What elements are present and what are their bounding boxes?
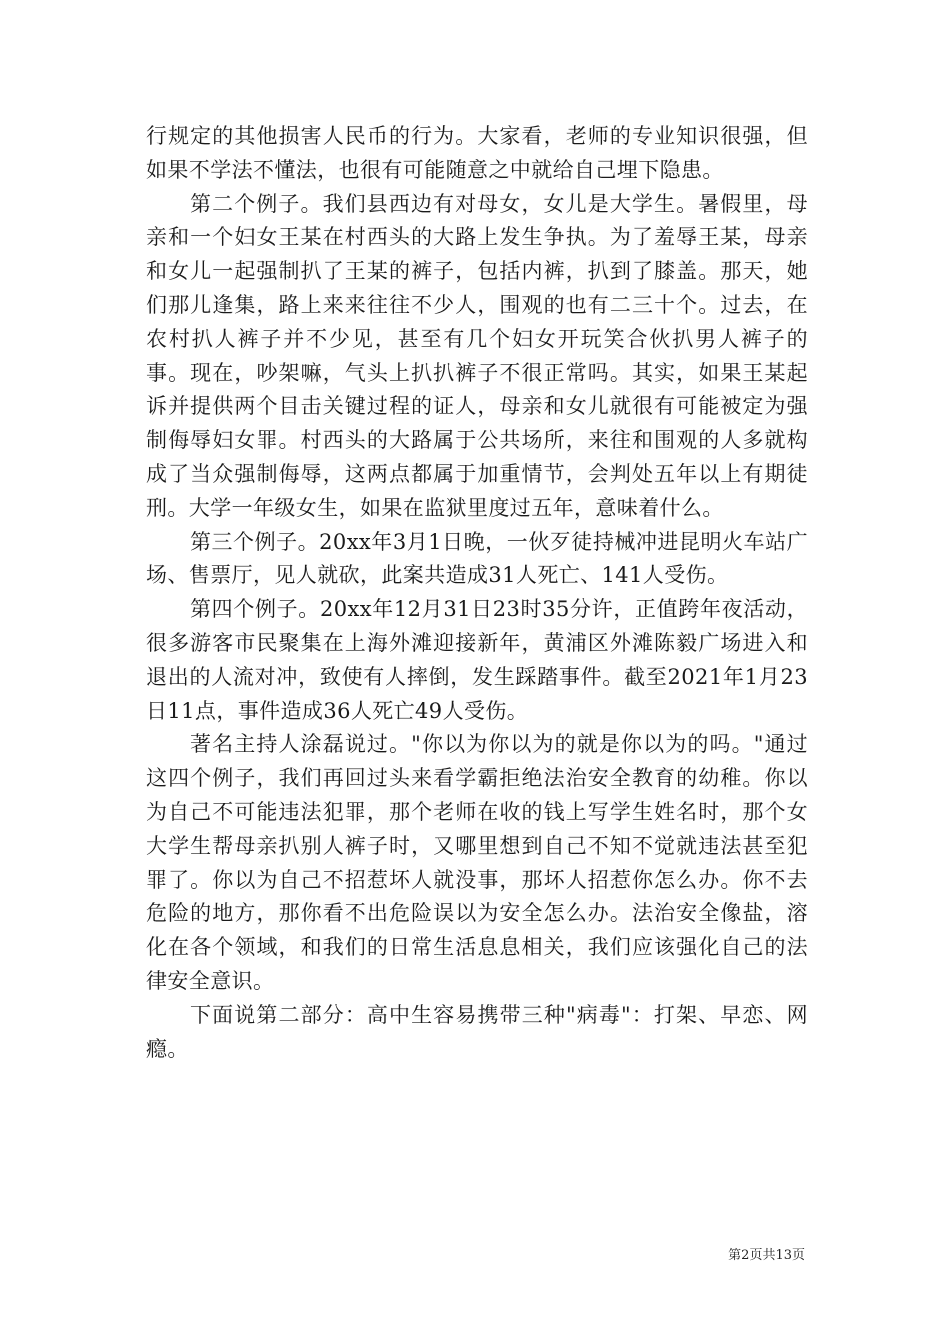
paragraph-5: 著名主持人涂磊说过。"你以为你以为的就是你以为的吗。"通过这四个例子，我们再回过头来看学霸拒绝法治安全教育的幼稚。你以为自己不可能违法犯罪，那个老师在收的钱上写学生姓名时，那个女大学生帮母亲扒别人裤子时，又哪里想到自己不知不觉就违法甚至犯罪了。你以为自己不招惹坏人就没事，那坏人招惹你怎么办。你不去危险的地方，那你看不出危险误以为安全怎么办。法治安全像盐，溶化在各个领域，和我们的日常生活息息相关，我们应该强化自己的法律安全意识。 xyxy=(146,732,808,993)
page-number-footer: 第2页共13页 xyxy=(728,1248,805,1263)
paragraph-4: 第四个例子。20xx年12月31日23时35分许，正值跨年夜活动，很多游客市民聚集在上海外滩迎接新年，黄浦区外滩陈毅广场进入和退出的人流对冲，致使有人摔倒，发生踩踏事件。截至2021年1月23日11点，事件造成36人死亡49人受伤。 xyxy=(146,597,808,723)
paragraph-2: 第二个例子。我们县西边有对母女，女儿是大学生。暑假里，母亲和一个妇女王某在村西头的大路上发生争执。为了羞辱王某，母亲和女儿一起强制扒了王某的裤子，包括内裤，扒到了膝盖。那天，她们那儿逢集，路上来来往往不少人，围观的也有二三十个。过去，在农村扒人裤子并不少见，甚至有几个妇女开玩笑合伙扒男人裤子的事。现在，吵架嘛，气头上扒扒裤子不很正常吗。其实，如果王某起诉并提供两个目击关键过程的证人，母亲和女儿就很有可能被定为强制侮辱妇女罪。村西头的大路属于公共场所，来往和围观的人多就构成了当众强制侮辱，这两点都属于加重情节，会判处五年以上有期徒刑。大学一年级女生，如果在监狱里度过五年，意味着什么。 xyxy=(146,191,808,520)
paragraph-1: 行规定的其他损害人民币的行为。大家看，老师的专业知识很强，但如果不学法不懂法，也很有可能随意之中就给自己埋下隐患。 xyxy=(146,124,808,182)
paragraph-6: 下面说第二部分：高中生容易携带三种"病毒"：打架、早恋、网瘾。 xyxy=(146,1002,808,1061)
document-body xyxy=(146,120,808,1066)
paragraph-3: 第三个例子。20xx年3月1日晚，一伙歹徒持械冲进昆明火车站广场、售票厅，见人就砍，此案共造成31人死亡、141人受伤。 xyxy=(146,529,808,588)
